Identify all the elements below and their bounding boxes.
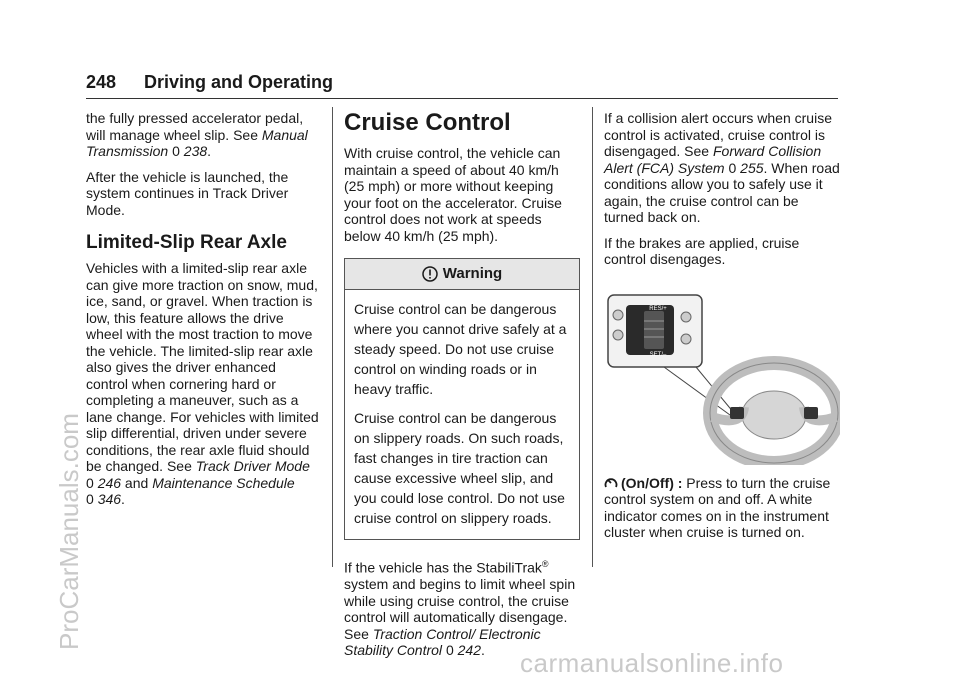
page-header	[86, 72, 838, 99]
paragraph-limited-slip: Vehicles with a limited-slip rear axle can give more traction on snow, mud, ice, sand, or gravel. When traction is low, this feature allows the drive wheel with the most traction to move the vehicle. The limited-slip rear axle also gives the driver enhanced control when cornering hard or completing a maneuver, such as a lane change. For vehicles with limited slip differential, driven under severe conditions, the rear axle fluid should be changed. See Track Driver Mode 0 246 and Maintenance Schedule 0 346.	[86, 260, 319, 507]
heading-limited-slip: Limited-Slip Rear Axle	[86, 232, 287, 253]
figure-label-res: RES/+	[649, 305, 667, 312]
figure-label-set: SET/–	[649, 351, 667, 358]
warning-header	[345, 259, 579, 290]
ref-arrow-icon: 0	[86, 474, 94, 491]
svg-text:ProCarManuals.com: ProCarManuals.com	[54, 413, 84, 650]
warning-body	[345, 290, 579, 539]
section-title: Driving and Operating	[144, 72, 334, 92]
paragraph-brakes: If the brakes are applied, cruise control disengages.	[604, 234, 800, 267]
on-off-label: (On/Off) :	[621, 474, 683, 491]
column-divider-1	[332, 107, 333, 567]
column-right	[604, 110, 840, 550]
link-track-driver-mode[interactable]: Track Driver Mode	[195, 458, 310, 474]
paragraph-stabilitrak: If the vehicle has the StabiliTrak® system and begins to limit wheel spin while using cruise control, the cruise control will automatically disengage. See Traction Control/ Electronic Stability Control 0 242.	[344, 559, 576, 659]
steering-wheel-figure	[604, 277, 840, 465]
page-number: 248	[86, 72, 117, 92]
heading-cruise-control: Cruise Control	[344, 109, 511, 136]
warning-icon	[422, 266, 438, 282]
page-ref[interactable]: 242	[457, 642, 481, 659]
page-ref[interactable]: 255	[740, 159, 764, 176]
column-middle	[344, 110, 580, 668]
column-divider-2	[592, 107, 593, 567]
column-left	[86, 110, 321, 517]
page-ref[interactable]: 238	[183, 143, 208, 159]
cruise-on-off-icon	[604, 476, 618, 490]
on-off-description: Press to turn the cruise control system on and off. A white indicator comes on in the instrument cluster when cruise is turned on.	[604, 474, 831, 540]
ref-arrow-icon: 0	[86, 491, 94, 507]
paragraph-manual-transmission: the fully pressed accelerator pedal, will manage wheel slip. See Manual Transmission 0 238.	[86, 110, 308, 159]
warning-title: Warning	[442, 264, 503, 282]
warning-paragraph-1: Cruise control can be dangerous where you cannot drive safely at a steady speed. Do not use cruise control on winding roads or in heavy traffic.	[354, 301, 567, 397]
ref-arrow-icon: 0	[728, 159, 737, 176]
link-manual-transmission[interactable]: Manual Transmission	[86, 126, 308, 159]
steering-wheel-illustration	[604, 277, 840, 465]
page-ref[interactable]: 346	[97, 491, 122, 507]
paragraph-track-mode: After the vehicle is launched, the system continues in Track Driver Mode.	[86, 168, 289, 218]
ref-arrow-icon: 0	[172, 143, 180, 159]
paragraph-collision-alert: If a collision alert occurs when cruise control is activated, cruise control is disengaged. See Forward Collision Alert (FCA) System 0 255. When road conditions allow you to safely use it again, the cruise control can be turned back on.	[604, 110, 840, 225]
paragraph-cruise-intro: With cruise control, the vehicle can maintain a speed of about 40 km/h (25 mph) or more without keeping your foot on the accelerator. Cruise control does not work at speeds below 40 km/h (25 mph).	[344, 145, 562, 244]
link-maintenance-schedule[interactable]: Maintenance Schedule	[152, 474, 295, 491]
link-fca-system[interactable]: Forward Collision Alert (FCA) System	[604, 143, 822, 176]
ref-arrow-icon: 0	[445, 642, 454, 659]
warning-paragraph-2: Cruise control can be dangerous on slippery roads. On such roads, fast changes in tire traction can cause excessive wheel slip, and you could lose control. Do not use cruise control on slippery roads.	[354, 410, 565, 526]
paragraph-on-off	[604, 475, 840, 541]
warning-box	[344, 258, 580, 540]
watermark-side	[50, 220, 90, 660]
watermark-bottom: carmanualsonline.info	[520, 648, 784, 678]
link-traction-control[interactable]: Traction Control/ Electronic Stability Control	[344, 625, 541, 659]
page-ref[interactable]: 246	[97, 474, 122, 491]
